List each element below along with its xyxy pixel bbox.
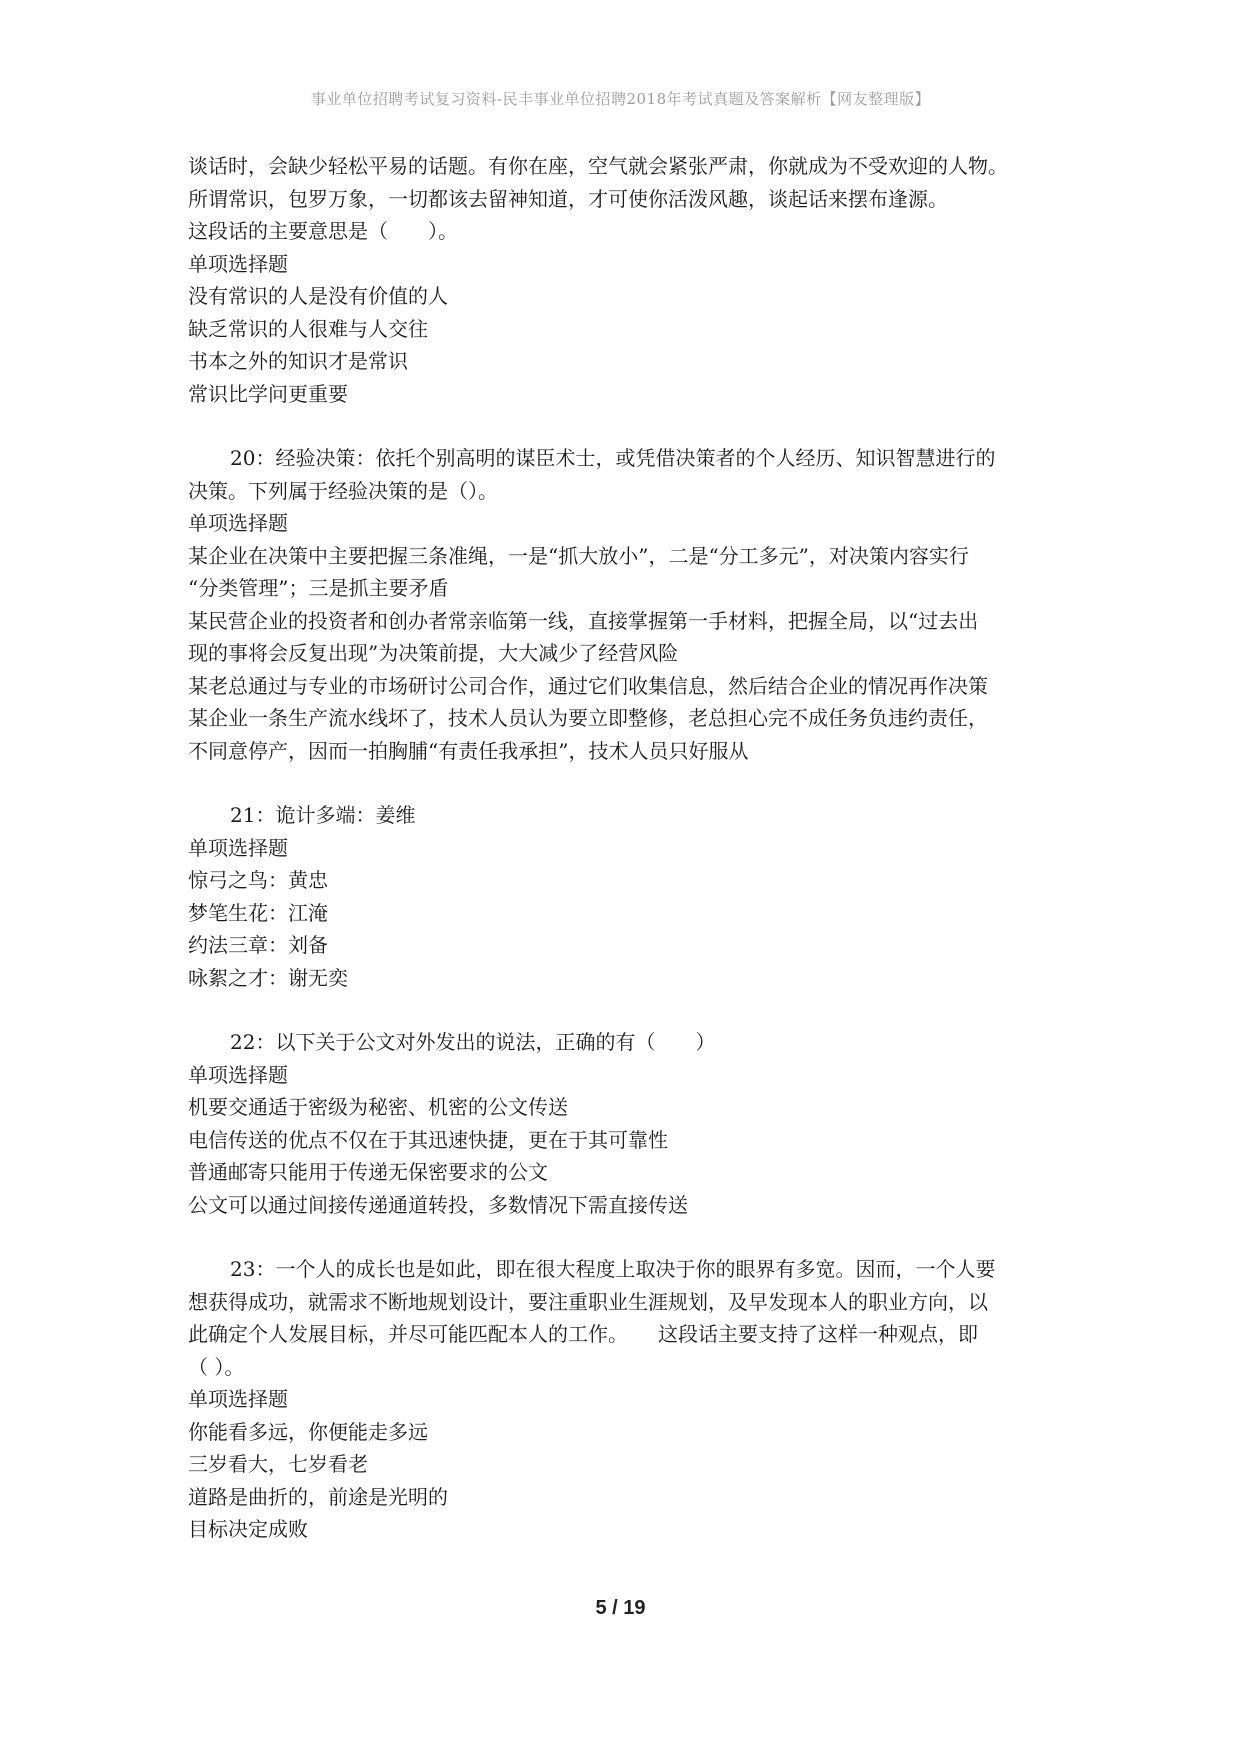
answer-option: 惊弓之鸟：黄忠: [188, 868, 328, 892]
intro-block: [188, 150, 1078, 410]
question-text-line: 所谓常识，包罗万象，一切都该去留神知道，才可使你活泼风趣，谈起话来摆布逢源。: [188, 186, 948, 211]
spacer: [188, 410, 1078, 442]
question-text-line: 20：经验决策：依托个别高明的谋臣术士，或凭借决策者的个人经历、知识智慧进行的: [230, 446, 996, 470]
question-text-line: （ ）。: [188, 1354, 245, 1379]
answer-option: 缺乏常识的人很难与人交往: [188, 316, 428, 341]
answer-option: 目标决定成败: [188, 1517, 308, 1541]
answer-option: 约法三章：刘备: [188, 933, 328, 957]
question-text-line: 谈话时，会缺少轻松平易的话题。有你在座，空气就会紧张严肃，你就成为不受欢迎的人物。: [188, 154, 1008, 178]
spacer: [188, 994, 1078, 1026]
question-21: [188, 799, 1078, 994]
answer-option: 普通邮寄只能用于传递无保密要求的公文: [188, 1160, 548, 1184]
question-type-label: 单项选择题: [188, 1062, 288, 1087]
question-text-line: 22：以下关于公文对外发出的说法，正确的有（ ）: [230, 1030, 716, 1054]
answer-option: 不同意停产，因而一拍胸脯“有责任我承担”，技术人员只好服从: [188, 738, 749, 763]
question-22: [188, 1026, 1078, 1221]
page-header: 事业单位招聘考试复习资料-民丰事业单位招聘2018年考试真题及答案解析【网友整理版】: [310, 90, 931, 108]
answer-option: 现的事将会反复出现”为决策前提，大大减少了经营风险: [188, 641, 679, 665]
answer-option: 梦笔生花：江淹: [188, 900, 328, 925]
page-content: [188, 150, 1078, 1546]
answer-option: 公文可以通过间接传递通道转投，多数情况下需直接传送: [188, 1192, 688, 1217]
answer-option: 某民营企业的投资者和创办者常亲临第一线，直接掌握第一手材料，把握全局，以“过去出: [188, 608, 979, 633]
question-text-line: 这段话的主要意思是（ ）。: [188, 219, 458, 243]
page-number: 5 / 19: [595, 1597, 646, 1619]
question-type-label: 单项选择题: [188, 1387, 288, 1411]
question-23: [188, 1253, 1078, 1546]
question-type-label: 单项选择题: [188, 251, 288, 276]
question-text-line: 23：一个人的成长也是如此，即在很大程度上取决于你的眼界有多宽。因而，一个人要: [230, 1257, 996, 1281]
question-type-label: 单项选择题: [188, 835, 288, 860]
answer-option: 书本之外的知识才是常识: [188, 349, 408, 373]
answer-option: 没有常识的人是没有价值的人: [188, 284, 448, 308]
spacer: [188, 1221, 1078, 1253]
answer-option: “分类管理”；三是抓主要矛盾: [188, 576, 449, 600]
answer-option: 某企业一条生产流水线坏了，技术人员认为要立即整修，老总担心完不成任务负违约责任，: [188, 706, 988, 730]
answer-option: 三岁看大，七岁看老: [188, 1452, 368, 1476]
answer-option: 电信传送的优点不仅在于其迅速快捷，更在于其可靠性: [188, 1127, 668, 1152]
answer-option: 你能看多远，你便能走多远: [188, 1419, 428, 1444]
question-text-line: 决策。下列属于经验决策的是（）。: [188, 478, 498, 503]
question-text-line: 此确定个人发展目标，并尽可能匹配本人的工作。 这段话主要支持了这样一种观点，即: [188, 1322, 978, 1346]
answer-option: 某老总通过与专业的市场研讨公司合作，通过它们收集信息，然后结合企业的情况再作决策: [188, 673, 988, 698]
question-type-label: 单项选择题: [188, 511, 288, 535]
answer-option: 机要交通适于密级为秘密、机密的公文传送: [188, 1095, 568, 1119]
answer-option: 某企业在决策中主要把握三条准绳，一是“抓大放小”，二是“分工多元”，对决策内容实行: [188, 543, 969, 568]
answer-option: 道路是曲折的，前途是光明的: [188, 1484, 448, 1509]
answer-option: 常识比学问更重要: [188, 381, 348, 406]
answer-option: 咏絮之才：谢无奕: [188, 965, 348, 990]
question-text-line: 想获得成功，就需求不断地规划设计，要注重职业生涯规划，及早发现本人的职业方向，以: [188, 1289, 988, 1314]
question-20: [188, 442, 1078, 767]
question-text-line: 21：诡计多端：姜维: [230, 803, 416, 827]
spacer: [188, 767, 1078, 799]
